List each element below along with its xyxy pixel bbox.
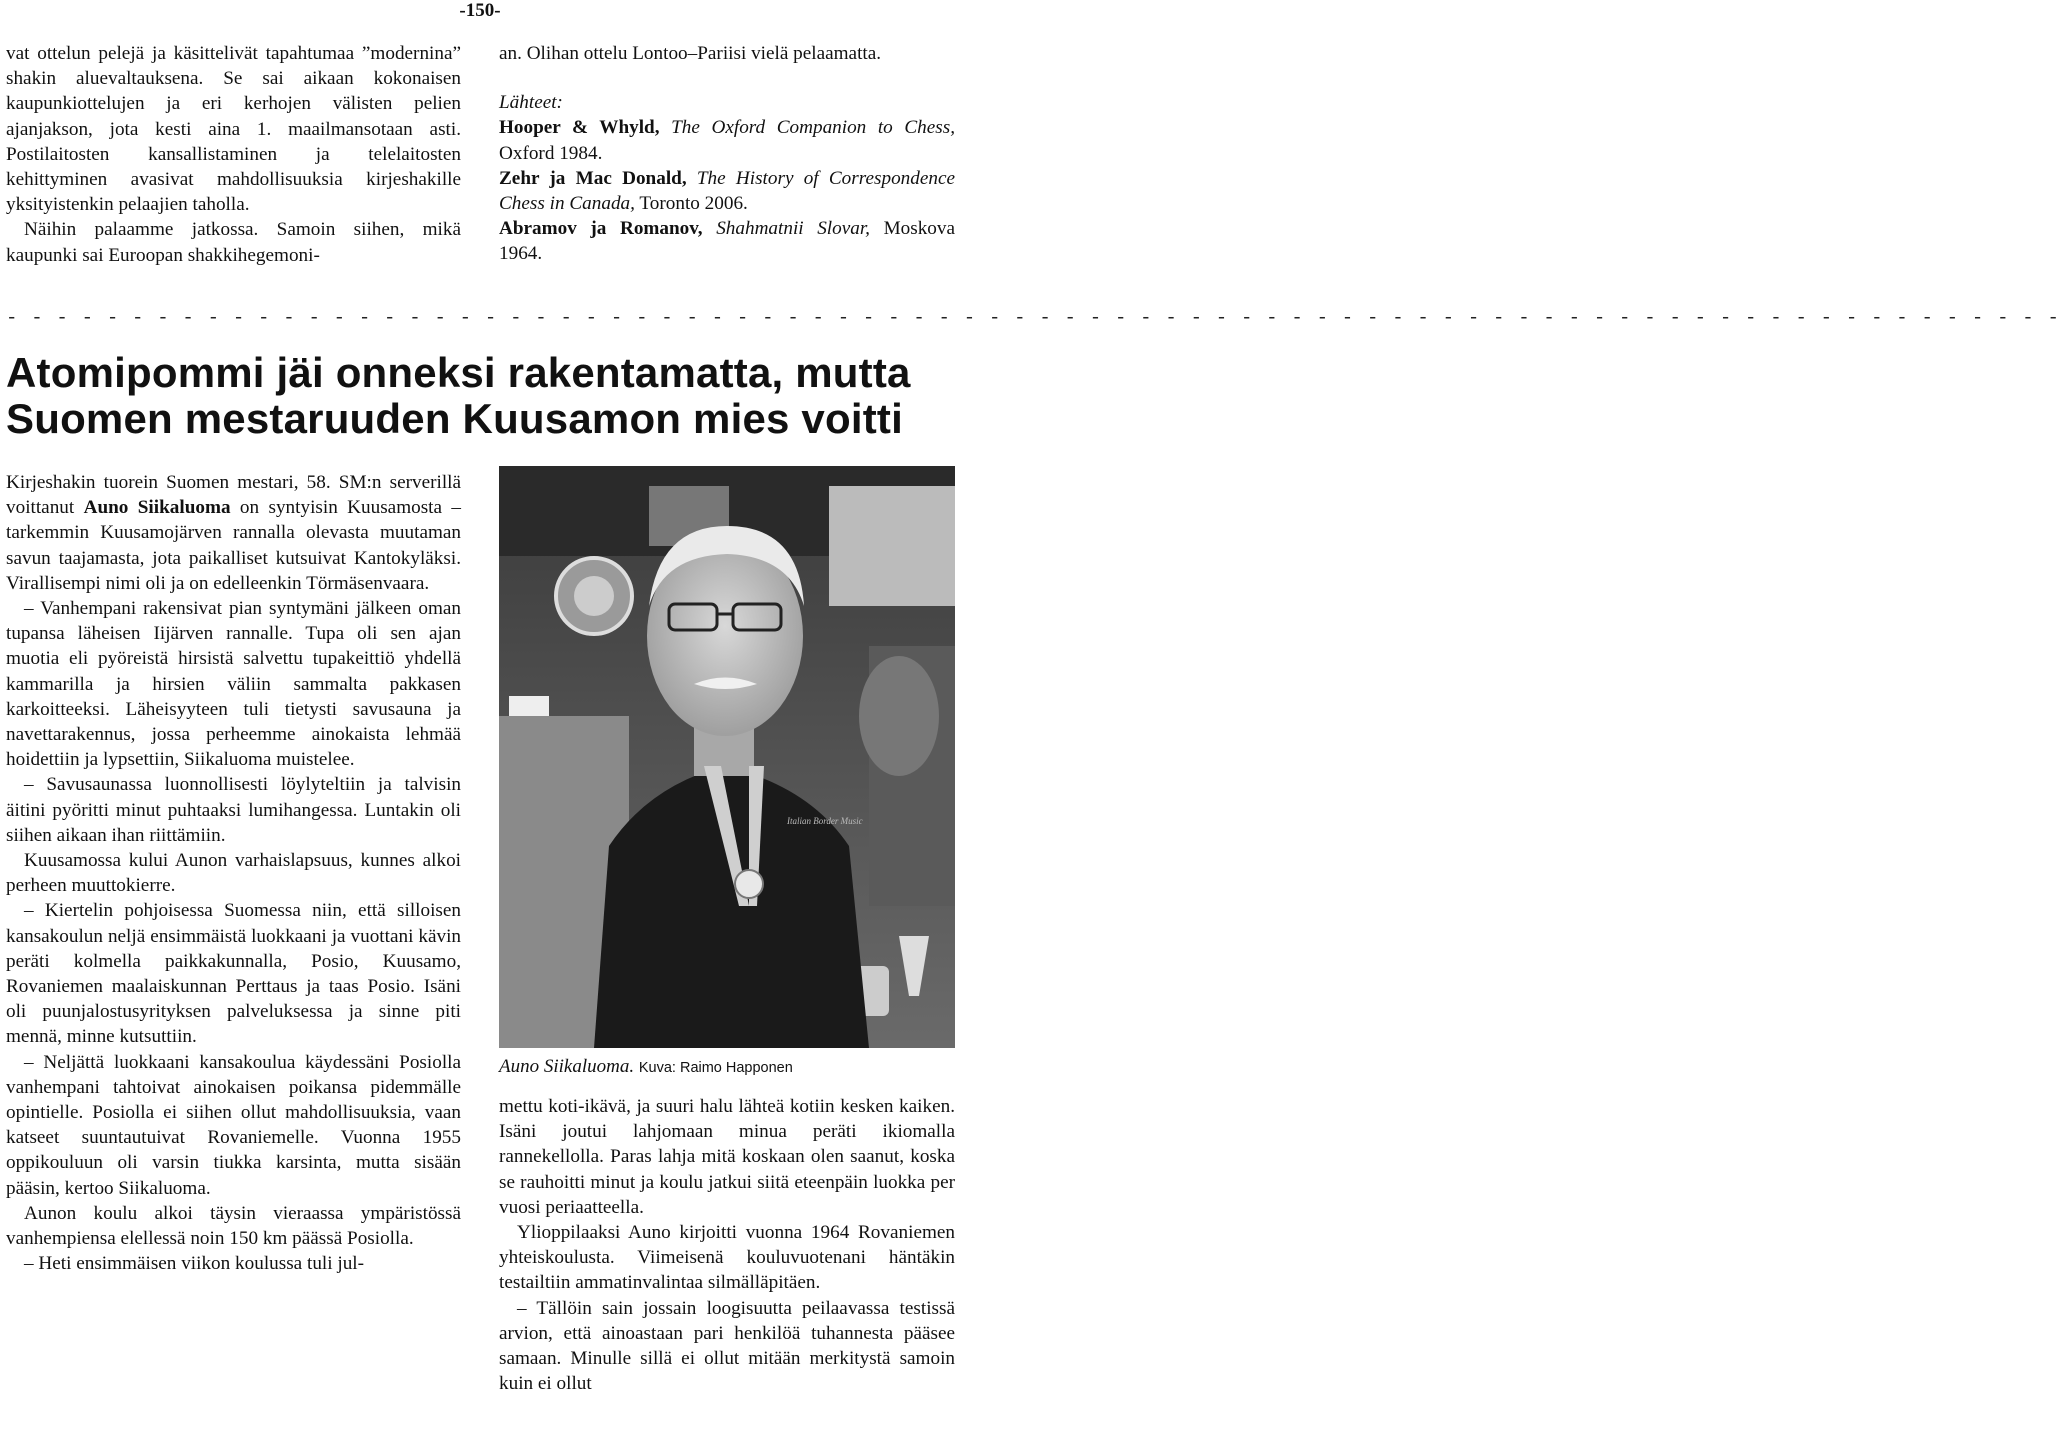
headline-line-1: Atomipommi jäi onneksi rakentamatta, mutta bbox=[6, 349, 911, 396]
page-number: -150- bbox=[459, 0, 501, 21]
sources-label: Lähteet: bbox=[499, 92, 563, 114]
article-left-column bbox=[6, 470, 461, 1277]
reference-item: Zehr ja Mac Donald, The History of Correspondence Chess in Canada, Toronto 2006. bbox=[499, 167, 956, 215]
article-paragraph: Ylioppilaaksi Auno kirjoitti vuonna 1964 Rovaniemen yhteiskoulusta. Viimeisenä kouluvuotenani häntäkin testailtiin ammatinvalintaa silmälläpitäen. bbox=[499, 1222, 955, 1294]
article-paragraph: – Kiertelin pohjoisessa Suomessa niin, että silloisen kansakoulun neljä ensimmäistä luokkaani ja vuottani kävin peräti kolmella paikkakunnalla, Posio, Kuusamo, Rovaniemen maalaiskunnan Perttaus ja taas Posio. Isäni oli puunjalostusyrityksen palveluksessa ja sinne piti mennä, minne kutsuttiin. bbox=[6, 900, 461, 1048]
photo-caption bbox=[499, 1055, 955, 1080]
intro-paragraph-2: Näihin palaamme jatkossa. Samoin siihen, mikä kaupunki sai Euroopan shakkihegemoni- bbox=[6, 219, 461, 266]
intro-right-column bbox=[499, 41, 955, 267]
article-paragraph: mettu koti-ikävä, ja suuri halu lähteä kotiin kesken kaiken. Isäni joutui lahjomaan minua peräti ikiomalla rannekellolla. Paras lahja mitä koskaan olen saanut, koska se rauhoitti minut ja koulu jatkui siitä eteenpäin luokka per vuosi periaatteella. bbox=[499, 1096, 955, 1218]
article-paragraph: – Tällöin sain jossain loogisuutta peilaavassa testissä arvion, että ainoastaan pari henkilöä tuhannesta pääsee samaan. Minulle sillä ei ollut mitään merkitystä samoin kuin ei ollut bbox=[499, 1297, 955, 1395]
article-paragraph: – Heti ensimmäisen viikon koulussa tuli jul- bbox=[24, 1253, 365, 1275]
dashed-divider: - - - - - - - - - - - - - - - - - - - - - - - - - - - - - - - - - - - - - - - - - - - - - - - - - - - - - - - - - - - - - - - - - - - - - - - - - - - - - - - - - - bbox=[6, 307, 2060, 329]
article-paragraph: – Savusaunassa luonnollisesti löylyteltiin ja talvisin äitini pyöritti minut puhtaaksi lumihangessa. Luntakin oli siihen aikaan ihan riittämiin. bbox=[6, 774, 461, 846]
shirt-logo-text: Italian Border Music bbox=[787, 816, 863, 826]
headline bbox=[6, 350, 956, 442]
article-paragraph: Kirjeshakin tuorein Suomen mestari, 58. SM:n serverillä voittanut Auno Siikaluoma on syntyisin Kuusamosta – tarkemmin Kuusamojärven rannalla olevasta muutaman savun taajamasta, jota paikalliset kutsuivat Kantokyläksi. Virallisempi nimi oli ja on edelleenkin Törmäsenvaara. bbox=[6, 472, 461, 594]
article-paragraph: – Neljättä luokkaani kansakoulua käydessäni Posiolla vanhempani tahtoivat ainokaisen poikansa pidemmälle opintielle. Posiolla ei siihen ollut mahdollisuuksia, vaan katseet suuntautuivat Rovaniemelle. Vuonna 1955 oppikouluun oli varsin tiukka karsinta, mutta sisään pääsin, kertoo Siikaluoma. bbox=[6, 1051, 461, 1199]
article-right-column bbox=[499, 1094, 955, 1396]
article-paragraph: – Vanhempani rakensivat pian syntymäni jälkeen oman tupansa läheisen Iijärven rannalle. Tupa oli sen ajan muotia eli pyöreistä hirsistä salvettu tupakeittiö yhdellä kammarilla ja hirsien väliin sammalta pakkasen karkoitteeksi. Läheisyyteen tuli tietysti savusauna ja navettarakennus, jossa perheemme ainokaista lehmää hoidettiin ja lypsettiin, Siikaluoma muistelee. bbox=[6, 598, 461, 771]
intro-right-text: an. Olihan ottelu Lontoo–Pariisi vielä pelaamatta. bbox=[499, 43, 882, 64]
portrait-photo bbox=[499, 466, 955, 1048]
reference-item: Hooper & Whyld, The Oxford Companion to Chess, Oxford 1984. bbox=[499, 117, 956, 164]
caption-name: Auno Siikaluoma. bbox=[499, 1056, 635, 1077]
caption-credit: Kuva: Raimo Happonen bbox=[638, 1060, 793, 1076]
article-paragraph: Kuusamossa kului Aunon varhaislapsuus, kunnes alkoi perheen muuttokierre. bbox=[6, 850, 461, 897]
reference-item: Abramov ja Romanov, Shahmatnii Slovar, Moskova 1964. bbox=[499, 218, 955, 265]
intro-left-column bbox=[6, 41, 461, 268]
article-paragraph: Aunon koulu alkoi täysin vieraassa ympäristössä vanhempiensa elellessä noin 150 km päässä Posiolla. bbox=[6, 1202, 461, 1250]
intro-paragraph: vat ottelun pelejä ja käsittelivät tapahtumaa ”modernina” shakin aluevaltauksena. Se sai aikaan kokonaisen kaupunkiottelujen ja eri kerhojen välisten pelien ajanjakson, jota kesti aina 1. maailmansotaan asti. Postilaitosten kansallistaminen ja telelaitosten kehittyminen avasivat mahdollisuuksia kirjeshakille yksityistenkin pelaajien taholla. bbox=[6, 43, 461, 216]
headline-line-2: Suomen mestaruuden Kuusamon mies voitti bbox=[6, 395, 903, 442]
portrait-illustration bbox=[499, 466, 955, 1048]
person-name: Auno Siikaluoma bbox=[83, 497, 231, 519]
